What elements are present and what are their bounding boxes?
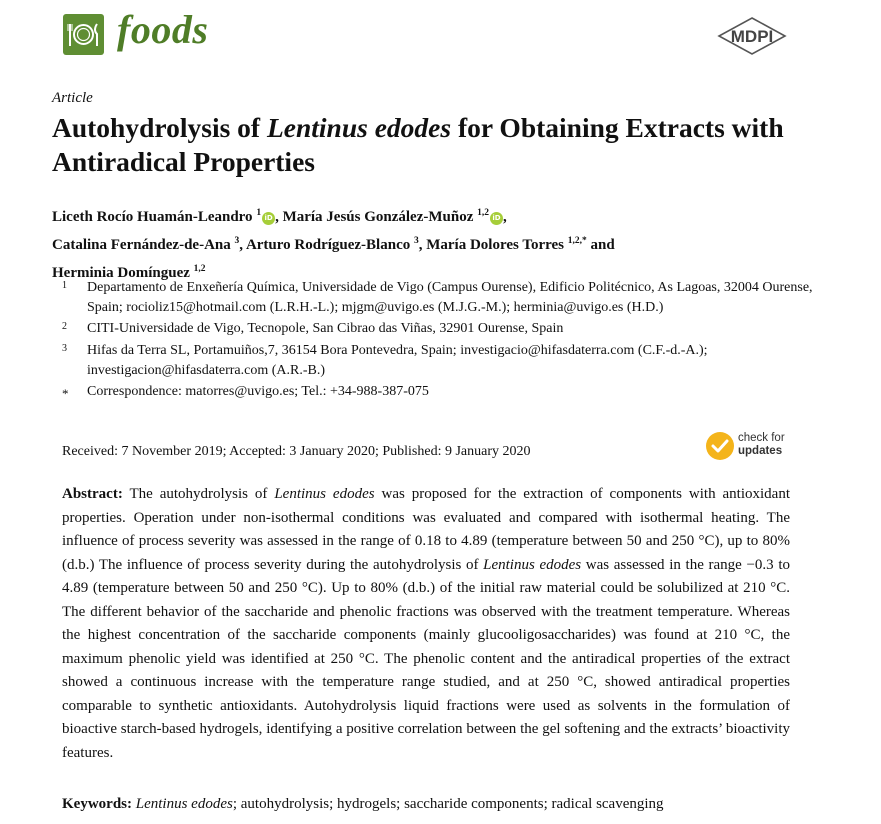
affiliation-number: 2 [62,321,67,333]
affiliation-number: 1 [62,280,67,291]
author-affiliation-marker: 1 [256,208,262,218]
article-title: Autohydrolysis of Lentinus edodes for Obtaining Extracts with Antiradical Properties [52,112,784,177]
author-affiliation-marker: 3 [234,236,240,246]
author-affiliation-marker: 1,2 [477,208,489,218]
affiliation-item [62,319,822,339]
affiliation-text: Hifas da Terra SL, Portamuiños,7, 36154 Bora Pontevedra, Spain; investigacio@hifasdaterra.com (C.F.-d.-A.); investigacion@hifasdaterra.com (A.R.-B.) [87,342,708,378]
author-affiliation-marker: 1,2 [193,264,206,274]
journal-logo-icon [63,14,104,55]
author-name: María Dolores Torres [426,237,564,253]
check-updates-line2: updates [738,445,783,457]
affiliation-list [62,278,822,403]
author-separator: , [418,237,427,253]
publication-dates: Received: 7 November 2019; Accepted: 3 January 2020; Published: 9 January 2020 [62,444,531,459]
correspondence-text: Correspondence: matorres@uvigo.es; Tel.: +34-988-387-075 [87,384,429,400]
journal-name: foods [117,7,209,52]
author-name: María Jesús González-Muñoz [282,209,474,225]
affiliation-number: 3 [62,342,67,354]
affiliation-text: CITI-Universidade de Vigo, Tecnopole, San Cibrao das Viñas, 32901 Ourense, Spain [87,321,564,337]
correspondence [62,382,822,402]
author-separator: and [586,237,615,253]
check-updates-button[interactable] [706,432,806,466]
author-name: Catalina Fernández-de-Ana [52,237,231,253]
author-separator: , [275,209,283,225]
author-separator: , [239,237,246,253]
author-name: Liceth Rocío Huamán-Leandro [52,209,253,225]
check-updates-icon [706,432,734,460]
abstract-label: Abstract: [62,486,123,502]
keywords: Keywords: Lentinus edodes; autohydrolysis; hydrogels; saccharide components; radical scavenging [62,796,664,812]
publisher-name: MDPI [730,27,774,46]
author-affiliation-marker: 1,2,* [567,236,587,246]
author-name: Arturo Rodríguez-Blanco [245,237,411,253]
affiliation-item [62,341,822,381]
check-updates-line1: check for [738,432,785,444]
affiliation-text: Departamento de Enxeñería Química, Universidade de Vigo (Campus Ourense), Edificio Politécnico, As Lagoas, 32004 Ourense, Spain; rocioliz15@hotmail.com (L.R.H.-L.); mjgm@uvigo.es (M.J.G.-M.); herminia@uvigo.es (H.D.) [87,280,813,316]
mdpi-logo-icon [716,17,788,60]
orcid-icon[interactable]: iD [262,212,275,225]
orcid-icon[interactable]: iD [490,212,503,225]
author-list [52,201,822,285]
author-affiliation-marker: 3 [413,236,419,246]
keywords-label: Keywords: [62,796,132,812]
author-separator: , [503,209,507,225]
article-type: Article [52,90,93,106]
abstract: Abstract: The autohydrolysis of Lentinus edodes was proposed for the extraction of components with antioxidant properties. Operation under non-isothermal conditions was evaluated and compared with isothermal heating. The influence of process severity was assessed in the range of 0.18 to 4.89 (temperature between 50 and 250 °C), up to 80% (d.b.) The influence of process severity during the autohydrolysis of Lentinus edodes was assessed in the range −0.3 to 4.89 (temperature between 50 and 250 °C). Up to 80% (d.b.) of the initial raw material could be solubilized at 210 °C. The different behavior of the saccharide and phenolic fractions was observed with the treatment temperature. Whereas the highest concentration of the saccharide components (mainly glucooligosaccharides) was found at 210 °C, the maximum phenolic yield was identified at 250 °C. The phenolic content and the antiradical properties of the extract showed a continuous increase with the temperature range studied, and at 250 °C, showed antiradical properties comparable to synthetic antioxidants. Autohydrolysis liquid fractions were used as solvents in the formulation of bioactive starch-based hydrogels, identifying a positive correlation between the gel softening and the extracts’ bioactivity features. [62,486,790,761]
author-name: Herminia Domínguez [52,265,190,281]
affiliation-item [62,278,822,318]
correspondence-mark: * [62,386,69,402]
